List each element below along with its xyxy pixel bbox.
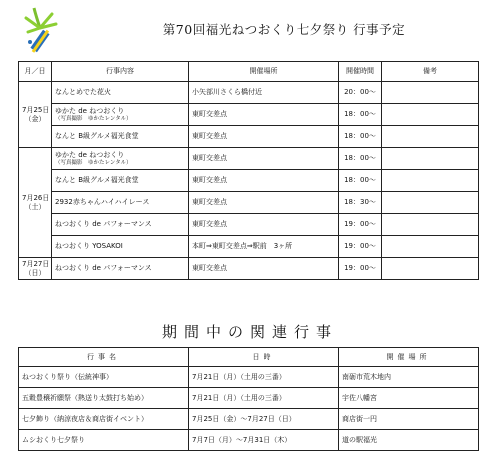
table-row [19,126,479,148]
related-date-cell: 7月7日（月）～7月31日（木） [189,430,339,451]
time-cell: 19：00～ [339,214,382,236]
col-date: 月／日 [19,62,52,82]
table-row [19,409,479,430]
date-cell [19,148,52,258]
related-place-cell: 宇佐八幡宮 [339,388,479,409]
event-name: なんと B級グルメ福光食堂 [55,176,139,184]
related-name-cell: 七夕飾り（納涼夜店＆商店街イベント） [19,409,189,430]
note-cell [382,192,479,214]
event-cell [52,258,189,280]
event-name: ねつおくり YOSAKOI [55,242,123,250]
time-cell: 18：30～ [339,192,382,214]
event-name: ねつおくり de パフォーマンス [55,220,152,228]
table-row [19,367,479,388]
time-cell: 18：00～ [339,148,382,170]
note-cell [382,82,479,104]
table-row [19,214,479,236]
col-note: 備考 [382,62,479,82]
col-place: 開催場所 [189,62,339,82]
date-line: （土） [24,202,46,211]
note-cell [382,170,479,192]
date-cell [19,82,52,148]
time-cell: 19：00～ [339,236,382,258]
event-cell [52,148,189,170]
date-line: （金） [24,114,46,123]
related-place-cell: 商店街一円 [339,409,479,430]
schedule-header-row [19,62,479,82]
place-cell: 東町交差点 [189,126,339,148]
event-name: なんとめでた花火 [55,88,111,96]
col-venue: 開催場所 [339,348,479,367]
related-name-cell: ムシおくり七夕祭り [19,430,189,451]
place-cell: 東町交差点 [189,258,339,280]
page-title: 第70回福光ねつおくり七夕祭り 行事予定 [162,22,406,37]
note-cell [382,258,479,280]
time-cell: 19：00～ [339,258,382,280]
date-line: 7月27日 [22,259,50,268]
note-cell [382,148,479,170]
place-cell: 小矢部川さくら橋付近 [189,82,339,104]
table-row [19,170,479,192]
note-cell [382,126,479,148]
event-cell [52,82,189,104]
time-cell: 18：00～ [339,170,382,192]
table-row [19,148,479,170]
event-cell [52,214,189,236]
event-cell [52,170,189,192]
related-date-cell: 7月25日（金）～7月27日（日） [189,409,339,430]
event-name: なんと B級グルメ福光食堂 [55,132,139,140]
col-name: 行事名 [19,348,189,367]
event-name: ゆかた de ねつおくり [55,106,125,115]
note-cell [382,104,479,126]
event-cell [52,126,189,148]
related-place-cell: 道の駅福光 [339,430,479,451]
related-header-row [19,348,479,367]
col-time: 開催時間 [339,62,382,82]
bamboo-tanabata-icon [22,6,58,56]
date-line: 7月25日 [22,105,50,114]
time-cell: 18：00～ [339,126,382,148]
event-cell [52,236,189,258]
place-cell: 東町交差点 [189,170,339,192]
event-subtitle: （写真撮影 ゆかたレンタル） [55,159,132,166]
related-events-table [18,347,479,451]
table-row [19,430,479,451]
time-cell: 18：00～ [339,104,382,126]
time-cell: 20：00～ [339,82,382,104]
date-line: （日） [24,268,46,277]
related-date-cell: 7月21日（月）（土用の三番） [189,367,339,388]
place-cell: 東町交差点 [189,148,339,170]
event-cell [52,192,189,214]
related-place-cell: 南砺市荒木地内 [339,367,479,388]
date-cell [19,258,52,280]
event-name: ゆかた de ねつおくり [55,150,125,159]
table-row [19,192,479,214]
event-name: 2932赤ちゃんハイハイレース [55,198,150,206]
event-name: ねつおくり de パフォーマンス [55,264,152,272]
date-line: 7月26日 [22,193,50,202]
event-cell [52,104,189,126]
table-row [19,388,479,409]
table-row [19,236,479,258]
related-date-cell: 7月21日（月）（土用の三番） [189,388,339,409]
related-events-title: 期間中の関連行事 [161,323,338,341]
related-name-cell: 五穀豊穣祈願祭（熱送り太鼓打ち始め） [19,388,189,409]
schedule-table [18,61,479,280]
place-cell: 東町交差点 [189,104,339,126]
related-name-cell: ねつおくり祭り（伝統神事） [19,367,189,388]
table-row [19,104,479,126]
note-cell [382,214,479,236]
place-cell: 東町交差点 [189,192,339,214]
col-event: 行事内容 [52,62,189,82]
table-row [19,258,479,280]
table-row [19,82,479,104]
note-cell [382,236,479,258]
event-subtitle: （写真撮影 ゆかたレンタル） [55,115,132,122]
col-datetime: 日時 [189,348,339,367]
place-cell: 東町交差点 [189,214,339,236]
place-cell: 本町⇒東町交差点⇒駅前 3ヶ所 [189,236,339,258]
